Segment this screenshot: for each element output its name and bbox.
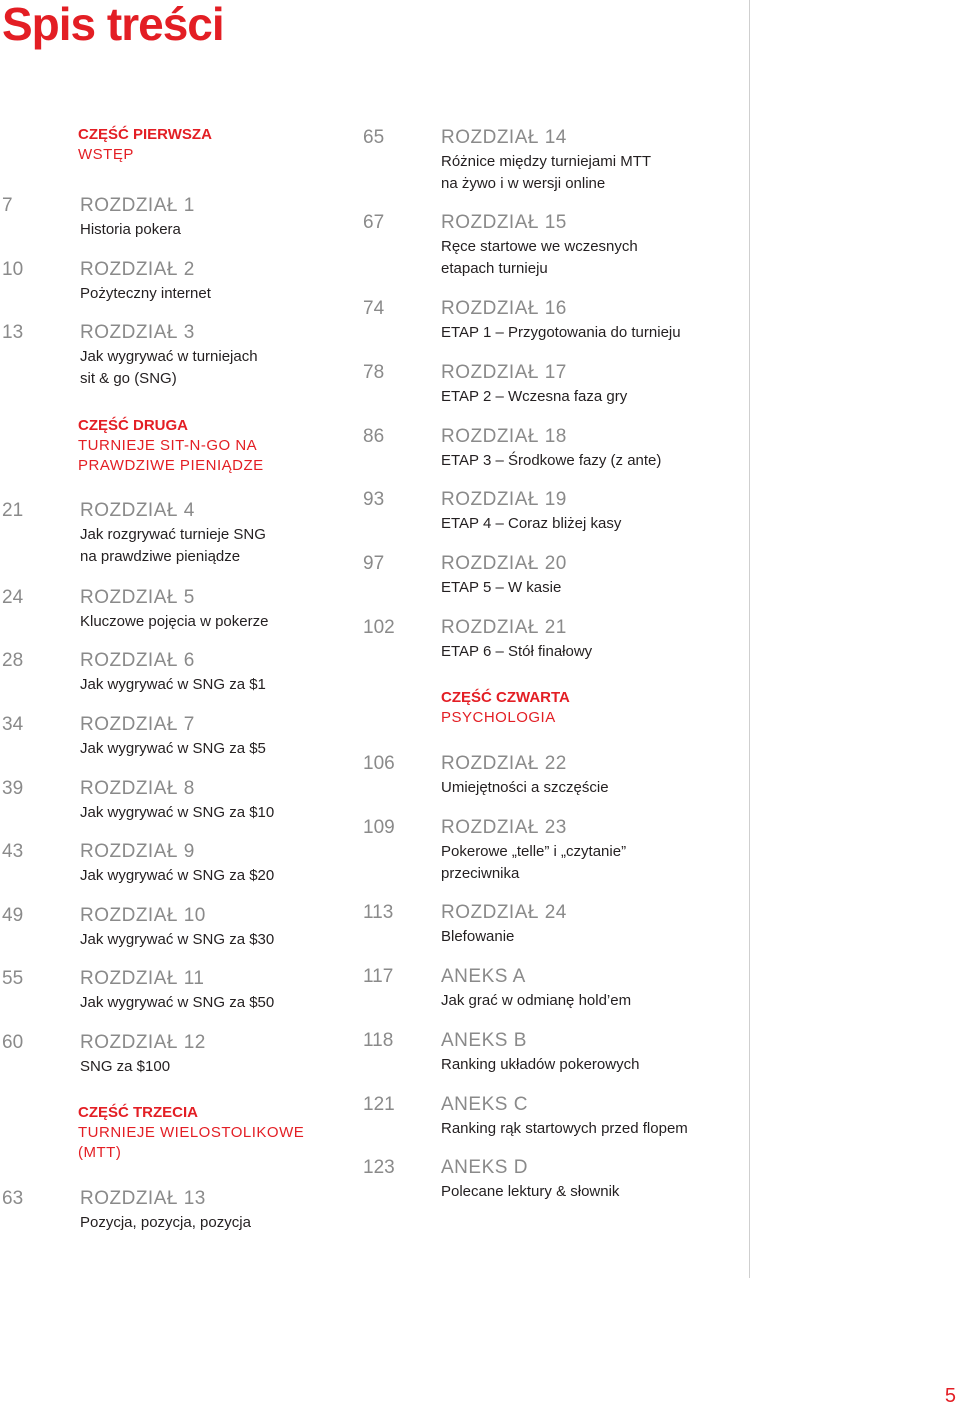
toc-subtitle-line: na żywo i w wersji online (441, 175, 606, 192)
toc-chapter-label: ANEKS C (441, 1094, 528, 1115)
toc-page-number: 65 (363, 127, 385, 148)
part-label: CZĘŚĆ PIERWSZA (78, 126, 212, 143)
toc-subtitle-line: przeciwnika (441, 865, 520, 882)
toc-chapter-label: ROZDZIAŁ 16 (441, 298, 567, 319)
toc-subtitle-line: Ręce startowe we wczesnych (441, 238, 638, 255)
toc-page-number: 113 (363, 902, 394, 923)
toc-chapter-label: ANEKS B (441, 1030, 527, 1051)
toc-page-number: 43 (2, 841, 24, 862)
toc-page-number: 55 (2, 968, 24, 989)
toc-chapter-label: ANEKS A (441, 966, 526, 987)
part-label: CZĘŚĆ TRZECIA (78, 1104, 198, 1121)
toc-page-number: 93 (363, 489, 385, 510)
toc-subtitle-line: etapach turnieju (441, 260, 548, 277)
part-title (78, 1123, 304, 1163)
toc-chapter-subtitle (80, 929, 274, 951)
toc-chapter-label: ROZDZIAŁ 14 (441, 127, 567, 148)
toc-page-number: 49 (2, 905, 24, 926)
part-title-line: (MTT) (78, 1144, 122, 1161)
part-one-heading (78, 125, 212, 165)
toc-subtitle-line: Jak wygrywać w SNG za $10 (80, 804, 275, 821)
toc-page-number: 63 (2, 1188, 24, 1209)
page-number: 5 (944, 1385, 956, 1407)
toc-subtitle-line: Pozycja, pozycja, pozycja (80, 1214, 251, 1231)
toc-page-number: 109 (363, 817, 395, 838)
toc-chapter-subtitle (80, 738, 266, 760)
toc-chapter-subtitle (441, 513, 621, 535)
toc-page-number: 121 (363, 1094, 395, 1115)
toc-chapter-label: ROZDZIAŁ 1 (80, 195, 195, 216)
toc-chapter-subtitle (441, 926, 514, 948)
toc-chapter-label: ROZDZIAŁ 18 (441, 426, 567, 447)
toc-chapter-label: ROZDZIAŁ 20 (441, 553, 567, 574)
toc-subtitle-line: ETAP 2 – Wczesna faza gry (441, 388, 628, 405)
toc-chapter-label: ROZDZIAŁ 19 (441, 489, 567, 510)
toc-page-number: 67 (363, 212, 385, 233)
part-title (78, 436, 264, 476)
part-title-line: PSYCHOLOGIA (441, 709, 556, 726)
toc-chapter-label: ANEKS D (441, 1157, 528, 1178)
toc-page-number: 106 (363, 753, 395, 774)
toc-page-number: 7 (2, 195, 13, 216)
toc-subtitle-line: Jak wygrywać w SNG za $30 (80, 931, 275, 948)
toc-page-number: 34 (2, 714, 24, 735)
toc-subtitle-line: Jak rozgrywać turnieje SNG (80, 526, 266, 543)
toc-subtitle-line: ETAP 1 – Przygotowania do turnieju (441, 324, 681, 341)
toc-subtitle-line: Jak wygrywać w SNG za $20 (80, 867, 275, 884)
toc-chapter-label: ROZDZIAŁ 17 (441, 362, 567, 383)
toc-subtitle-line: Pokerowe „telle” i „czytanie” (441, 843, 627, 860)
toc-chapter-subtitle (80, 1056, 170, 1078)
toc-chapter-subtitle (441, 1181, 619, 1203)
toc-subtitle-line: Polecane lektury & słownik (441, 1183, 620, 1200)
toc-page-number: 102 (363, 617, 395, 638)
part-label: CZĘŚĆ CZWARTA (441, 689, 570, 706)
toc-page-number: 10 (2, 259, 24, 280)
toc-chapter-subtitle (80, 611, 268, 633)
toc-subtitle-line: Jak wygrywać w turniejach (80, 348, 258, 365)
part-title-line: TURNIEJE SIT-N-GO NA (78, 437, 258, 454)
column-divider (749, 0, 750, 1278)
toc-subtitle-line: Historia pokera (80, 221, 181, 238)
toc-chapter-label: ROZDZIAŁ 4 (80, 500, 195, 521)
toc-subtitle-line: sit & go (SNG) (80, 370, 177, 387)
toc-chapter-subtitle (441, 777, 609, 799)
part-title (78, 145, 212, 165)
toc-subtitle-line: Jak grać w odmianę hold’em (441, 992, 632, 1009)
toc-chapter-label: ROZDZIAŁ 24 (441, 902, 567, 923)
toc-chapter-label: ROZDZIAŁ 9 (80, 841, 195, 862)
toc-chapter-label: ROZDZIAŁ 11 (80, 968, 205, 989)
toc-subtitle-line: Jak wygrywać w SNG za $50 (80, 994, 275, 1011)
part-label: CZĘŚĆ DRUGA (78, 417, 189, 434)
toc-chapter-label: ROZDZIAŁ 22 (441, 753, 567, 774)
toc-chapter-label: ROZDZIAŁ 12 (80, 1032, 206, 1053)
toc-chapter-label: ROZDZIAŁ 21 (441, 617, 567, 638)
toc-chapter-subtitle (441, 236, 638, 280)
toc-chapter-subtitle (80, 802, 274, 824)
toc-chapter-subtitle (441, 577, 561, 599)
toc-chapter-subtitle (441, 641, 592, 663)
part-title-line: PRAWDZIWE PIENIĄDZE (78, 457, 264, 474)
toc-subtitle-line: ETAP 5 – W kasie (441, 579, 562, 596)
toc-chapter-label: ROZDZIAŁ 13 (80, 1188, 206, 1209)
toc-page-number: 74 (363, 298, 385, 319)
toc-chapter-label: ROZDZIAŁ 3 (80, 322, 195, 343)
toc-subtitle-line: Jak wygrywać w SNG za $1 (80, 676, 266, 693)
toc-subtitle-line: ETAP 3 – Środkowe fazy (z ante) (441, 452, 662, 469)
toc-chapter-label: ROZDZIAŁ 5 (80, 587, 195, 608)
toc-chapter-label: ROZDZIAŁ 8 (80, 778, 195, 799)
toc-chapter-subtitle (441, 1118, 688, 1140)
toc-subtitle-line: Kluczowe pojęcia w pokerze (80, 613, 269, 630)
toc-chapter-subtitle (80, 865, 274, 887)
toc-chapter-label: ROZDZIAŁ 7 (80, 714, 195, 735)
toc-subtitle-line: Umiejętności a szczęście (441, 779, 609, 796)
toc-page-number: 28 (2, 650, 24, 671)
toc-subtitle-line: SNG za $100 (80, 1058, 171, 1075)
toc-page-number: 78 (363, 362, 385, 383)
part-title-line: TURNIEJE WIELOSTOLIKOWE (78, 1124, 305, 1141)
toc-chapter-subtitle (441, 990, 631, 1012)
toc-page-number: 117 (363, 966, 394, 987)
toc-page-number: 123 (363, 1157, 395, 1178)
toc-page-number: 21 (2, 500, 24, 521)
toc-subtitle-line: na prawdziwe pieniądze (80, 548, 241, 565)
toc-chapter-subtitle (441, 1054, 639, 1076)
toc-page-number: 24 (2, 587, 24, 608)
part-four-heading (441, 688, 570, 728)
toc-chapter-subtitle (441, 322, 681, 344)
toc-page-number: 118 (363, 1030, 394, 1051)
toc-subtitle-line: ETAP 6 – Stół finałowy (441, 643, 593, 660)
toc-chapter-subtitle (80, 674, 266, 696)
toc-page-number: 39 (2, 778, 24, 799)
toc-subtitle-line: Ranking rąk startowych przed flopem (441, 1120, 688, 1137)
toc-subtitle-line: Pożyteczny internet (80, 285, 211, 302)
toc-chapter-subtitle (80, 524, 266, 568)
toc-chapter-subtitle (80, 283, 211, 305)
toc-subtitle-line: Jak wygrywać w SNG za $5 (80, 740, 266, 757)
part-title-line: WSTĘP (78, 146, 134, 163)
part-two-heading (78, 416, 264, 476)
toc-chapter-subtitle (80, 346, 258, 390)
part-three-heading (78, 1103, 304, 1163)
toc-subtitle-line: Blefowanie (441, 928, 515, 945)
part-title (441, 708, 570, 728)
toc-subtitle-line: Różnice między turniejami MTT (441, 153, 652, 170)
toc-chapter-subtitle (80, 1212, 251, 1234)
page-title: Spis treści (2, 0, 224, 50)
toc-chapter-label: ROZDZIAŁ 15 (441, 212, 567, 233)
toc-chapter-label: ROZDZIAŁ 6 (80, 650, 195, 671)
toc-chapter-subtitle (441, 151, 651, 195)
toc-chapter-label: ROZDZIAŁ 2 (80, 259, 195, 280)
toc-chapter-subtitle (80, 219, 181, 241)
toc-subtitle-line: ETAP 4 – Coraz bliżej kasy (441, 515, 622, 532)
toc-chapter-subtitle (441, 386, 627, 408)
toc-chapter-label: ROZDZIAŁ 23 (441, 817, 567, 838)
toc-subtitle-line: Ranking układów pokerowych (441, 1056, 640, 1073)
toc-page-number: 86 (363, 426, 385, 447)
toc-chapter-label: ROZDZIAŁ 10 (80, 905, 206, 926)
toc-chapter-subtitle (441, 841, 626, 885)
toc-page-number: 13 (2, 322, 24, 343)
toc-chapter-subtitle (80, 992, 274, 1014)
toc-page-number: 97 (363, 553, 385, 574)
toc-page-number: 60 (2, 1032, 24, 1053)
toc-chapter-subtitle (441, 450, 661, 472)
